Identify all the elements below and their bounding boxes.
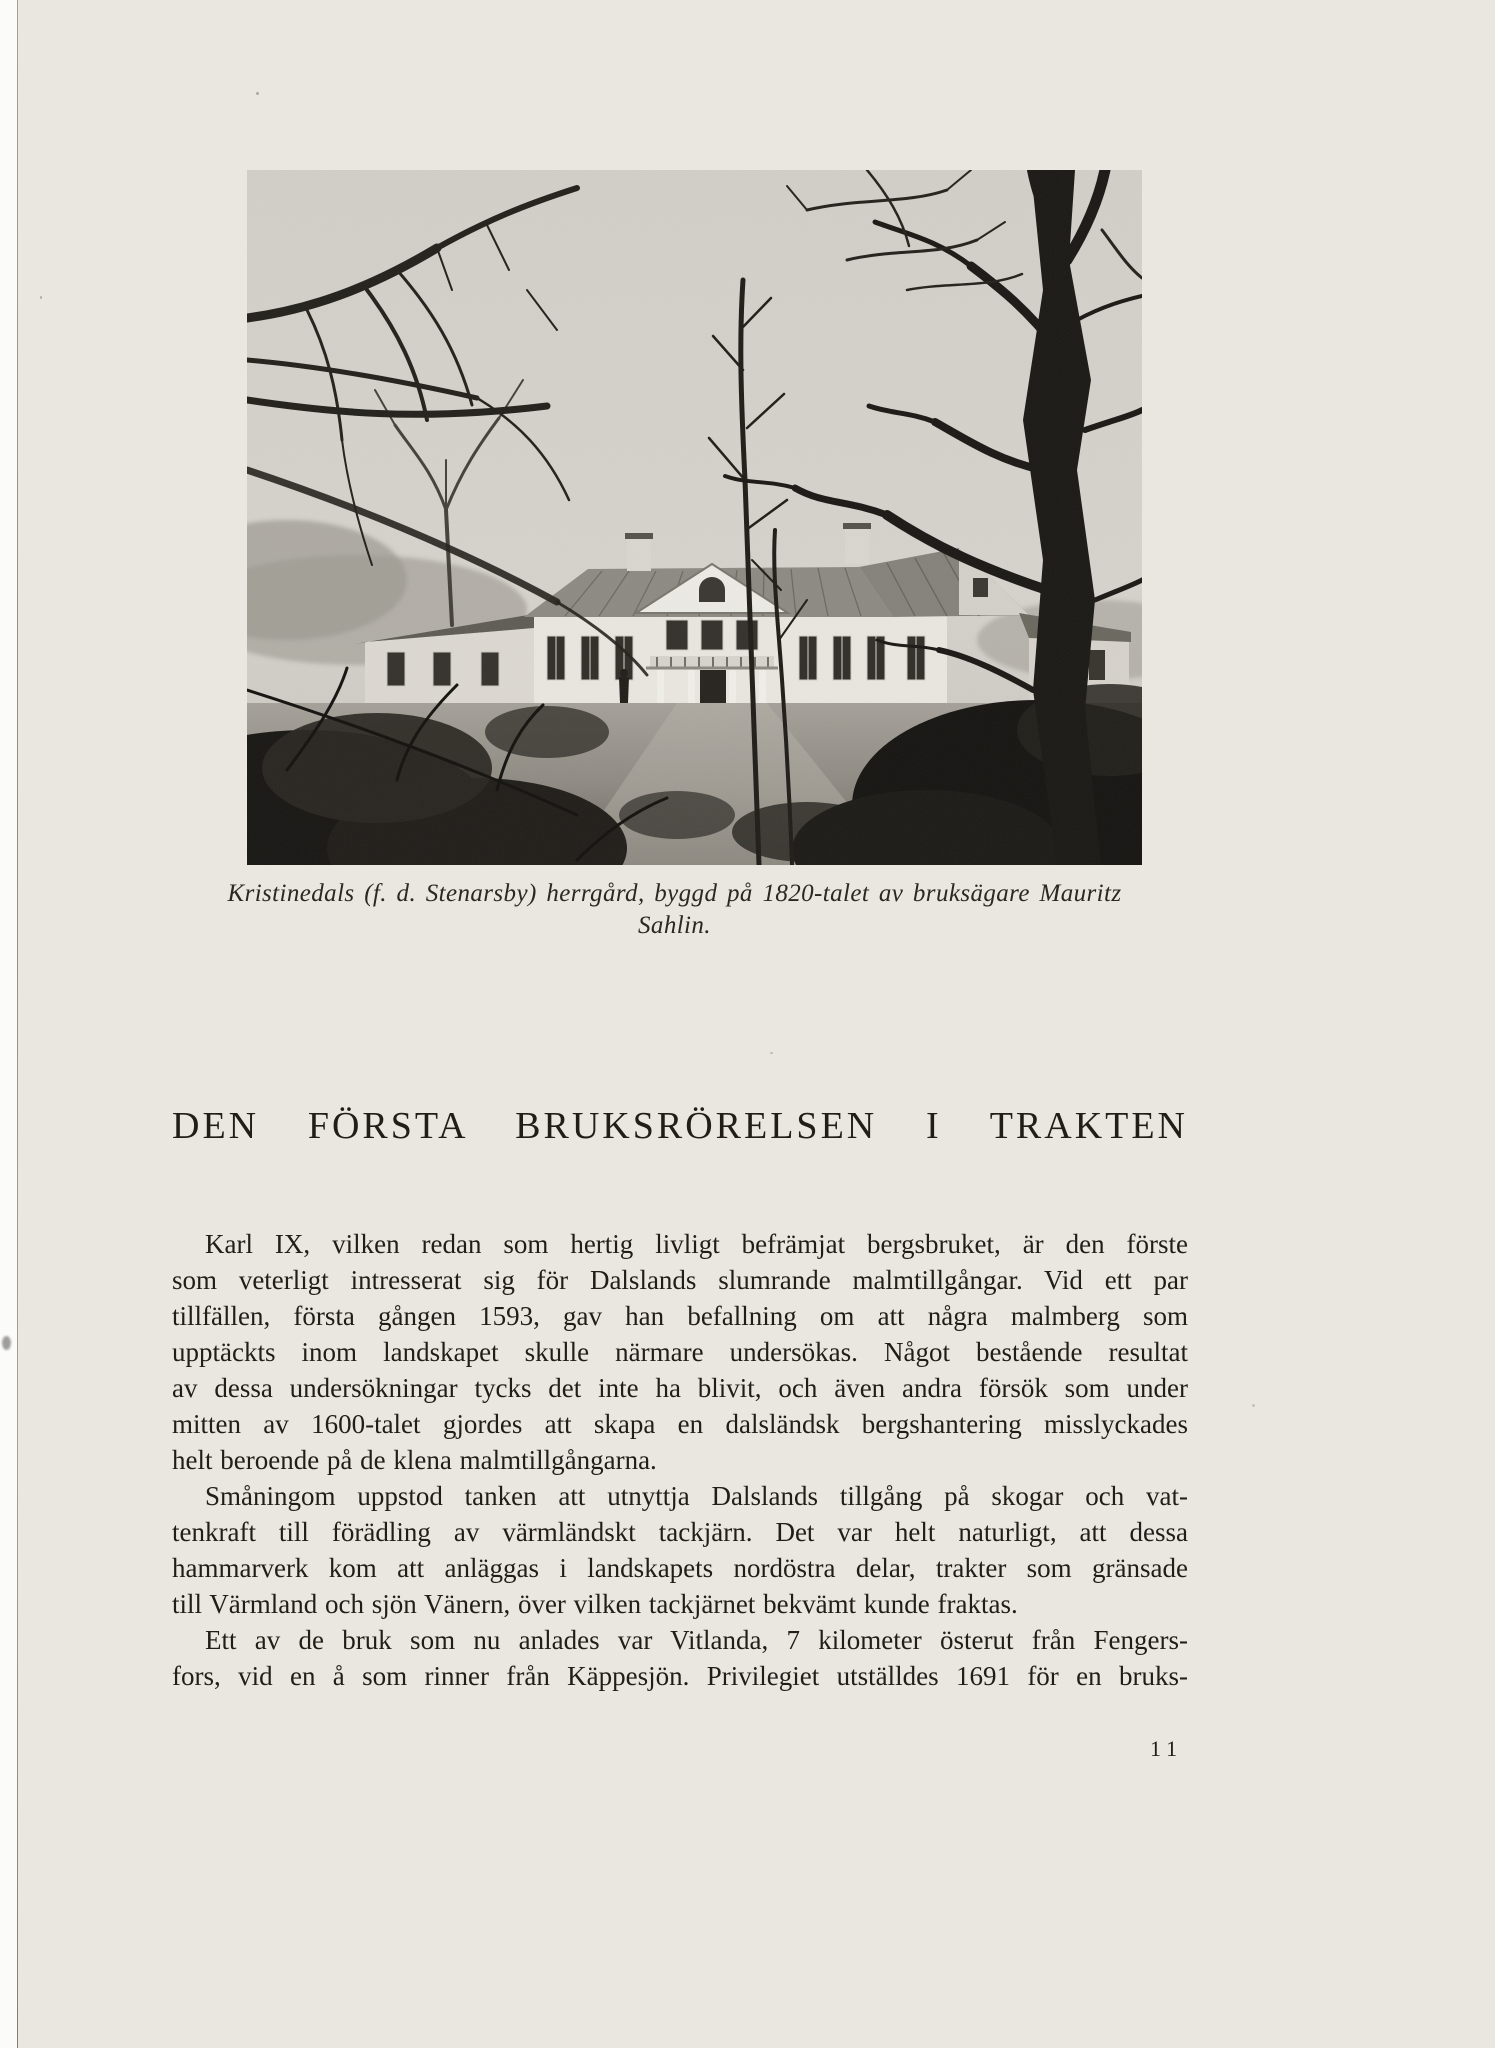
- text-line: Ett av de bruk som nu anlades var Vitlanda, 7 kilometer österut från Fengers-: [205, 1625, 1188, 1655]
- text-line: upptäckts inom landskapet skulle närmare undersökas. Något bestående resultat: [172, 1337, 1188, 1367]
- photograph: [247, 170, 1142, 865]
- text-line: till Värmland och sjön Vänern, över vilken tackjärnet bekvämt kunde fraktas.: [172, 1589, 1018, 1619]
- paragraph: [172, 1226, 1188, 1478]
- text-line: tenkraft till förädling av värmländskt tackjärn. Det var helt naturligt, att dessa: [172, 1517, 1188, 1547]
- paragraph: [172, 1622, 1188, 1694]
- paragraph: [172, 1478, 1188, 1622]
- manor-house-photo: [247, 170, 1142, 865]
- section-heading: DEN FÖRSTA BRUKSRÖRELSEN I TRAKTEN: [172, 1105, 1188, 1147]
- page-scan-edge: [0, 0, 17, 2048]
- photo-caption: Kristinedals (f. d. Stenarsby) herrgård, byggd på 1820-talet av bruksägare Mauritz Sahlin.: [227, 880, 1122, 939]
- text-line: tillfällen, första gången 1593, gav han befallning om att några malmberg som: [172, 1301, 1188, 1331]
- text-line: hammarverk kom att anläggas i landskapets nordöstra delar, trakter som gränsade: [172, 1553, 1188, 1583]
- binding-edge-line: [17, 0, 18, 2048]
- photo-grain: [247, 170, 1142, 865]
- text-line: helt beroende på de klena malmtillgångarna.: [172, 1445, 657, 1475]
- page-number: 11: [1150, 1736, 1184, 1761]
- text-line: mitten av 1600-talet gjordes att skapa en dalsländsk bergshantering misslyckades: [172, 1409, 1188, 1439]
- text-line: som veterligt intresserat sig för Dalslands slumrande malmtillgångar. Vid ett par: [172, 1265, 1188, 1295]
- text-line: Karl IX, vilken redan som hertig livligt befrämjat bergsbruket, är den förste: [205, 1229, 1188, 1259]
- scan-smudge: [2, 1336, 11, 1350]
- text-line: fors, vid en å som rinner från Käppesjön. Privilegiet utställdes 1691 för en bruks-: [172, 1661, 1188, 1691]
- body-text: [172, 1226, 1188, 1694]
- text-line: Småningom uppstod tanken att utnyttja Dalslands tillgång på skogar och vat-: [205, 1481, 1188, 1511]
- text-line: av dessa undersökningar tycks det inte ha blivit, och även andra försök som under: [172, 1373, 1188, 1403]
